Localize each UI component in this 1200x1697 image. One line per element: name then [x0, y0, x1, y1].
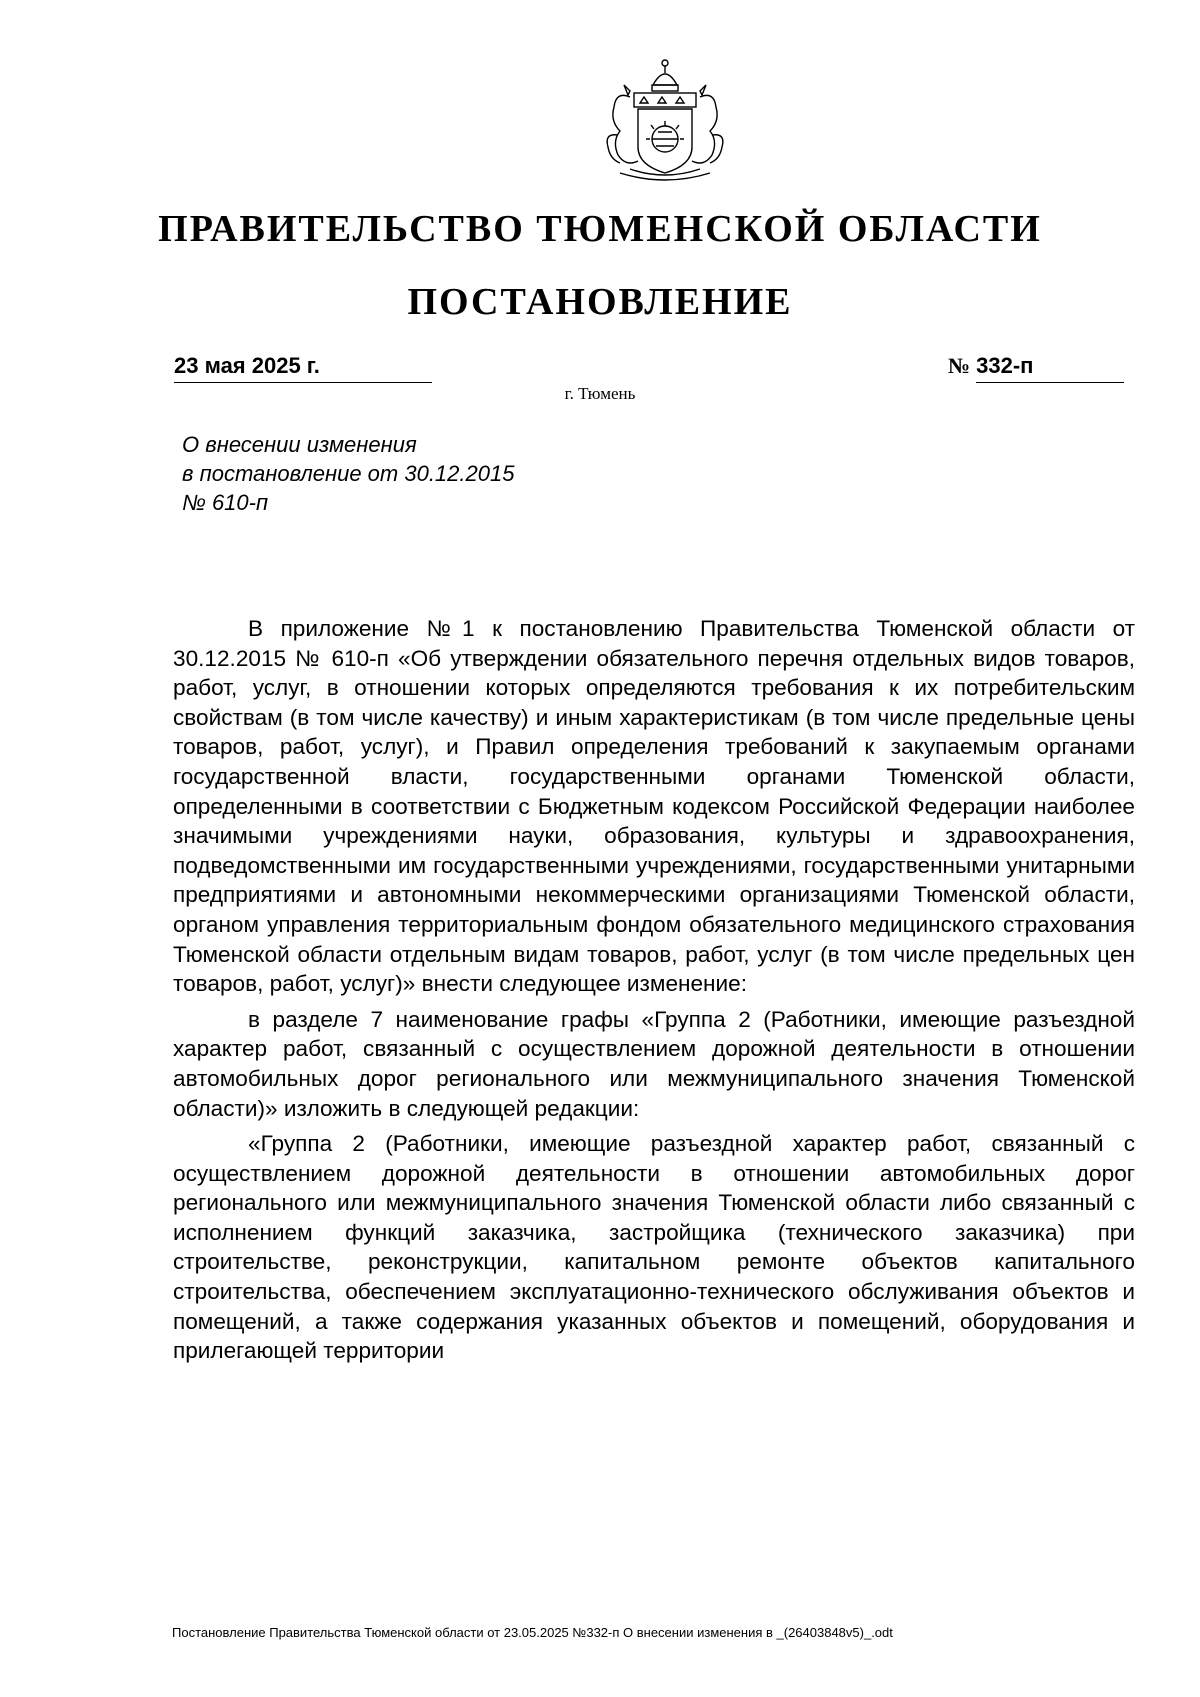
subject-line: № 610-п — [182, 490, 269, 515]
organization-title: ПРАВИТЕЛЬСТВО ТЮМЕНСКОЙ ОБЛАСТИ — [158, 208, 1042, 250]
number-value: 332-п — [976, 352, 1124, 383]
body-paragraph: в разделе 7 наименование графы «Группа 2 (Работники, имеющие разъездной характер работ, связанный с осуществлением дорожной деятельности в отношении автомобильных дорог регионального или межмуниципального значения Тюменской области)» изложить в следующей редакции: — [173, 1006, 1135, 1121]
document-number — [948, 352, 1130, 383]
subject-line: в постановление от 30.12.2015 — [182, 461, 515, 486]
subject-line: О внесении изменения — [182, 432, 417, 457]
city-name: г. Тюмень — [564, 384, 636, 403]
document-type-title: ПОСТАНОВЛЕНИЕ — [407, 281, 793, 323]
page-footer: Постановление Правительства Тюменской области от 23.05.2025 №332-п О внесении изменения в _(26403848v5)_.odt — [172, 1625, 893, 1640]
number-sign: № — [948, 353, 971, 378]
coat-of-arms-icon — [590, 55, 740, 185]
document-date: 23 мая 2025 г. — [174, 352, 432, 383]
body-paragraph: «Группа 2 (Работники, имеющие разъездной характер работ, связанный с осуществлением дорожной деятельности в отношении автомобильных дорог регионального или межмуниципального значения Тюменской области либо связанный с исполнением функций заказчика, застройщика (технического заказчика) при строительстве, реконструкции, капитальном ремонте объектов капитального строительства, обеспечением эксплуатационно-технического обслуживания объектов и помещений, а также содержания указанных объектов и помещений, оборудования и прилегающей территории — [173, 1131, 1135, 1364]
document-subject — [182, 430, 642, 517]
body-paragraph: В приложение №1 к постановлению Правительства Тюменской области от 30.12.2015 № 610-п «Об утверждении обязательного перечня отдельных видов товаров, работ, услуг, в отношении которых определяются требования к их потребительским свойствам (в том числе качеству) и иным характеристикам (в том числе предельные цены товаров, работ, услуг), и Правил определения требований к закупаемым органами государственной власти, государственными органами Тюменской области, определенными в соответствии с Бюджетным кодексом Российской Федерации наиболее значимыми учреждениями науки, образования, культуры и здравоохранения, подведомственными им государственными учреждениями, государственными унитарными предприятиями и автономными некоммерческими организациями Тюменской области, органом управления территориальным фондом обязательного медицинского страхования Тюменской области отдельным видам товаров, работ, услуг (в том числе предельных цен товаров, работ, услуг)» внести следующее изменение: — [173, 616, 1135, 997]
document-body — [173, 614, 1135, 1372]
